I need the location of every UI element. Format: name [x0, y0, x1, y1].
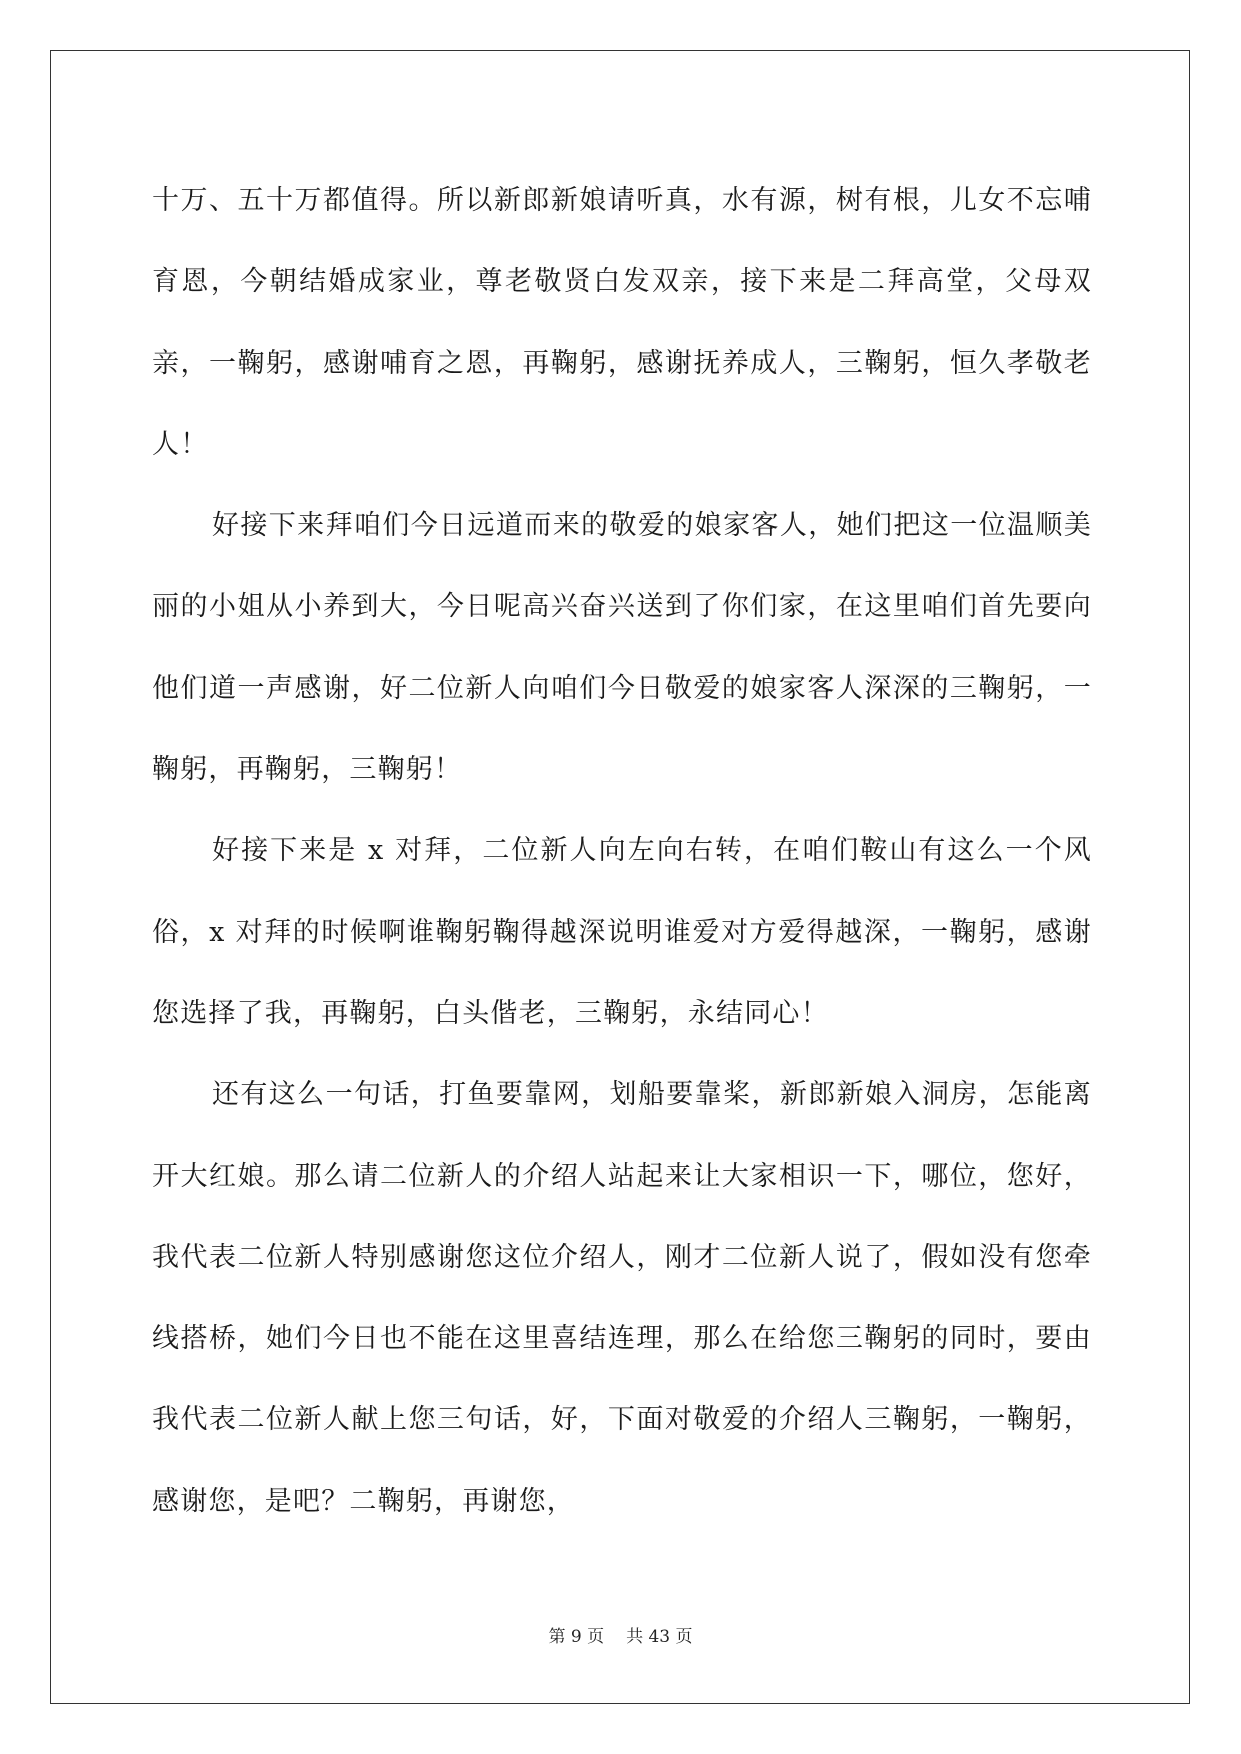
- page-footer: [0, 1622, 1241, 1647]
- paragraph-2: 好接下来拜咱们今日远道而来的敬爱的娘家客人，她们把这一位温顺美丽的小姐从小养到大，今日呢高兴奋兴送到了你们家，在这里咱们首先要向他们道一声感谢，好二位新人向咱们今日敬爱的娘家客人深深的三鞠躬，一鞠躬，再鞠躬，三鞠躬！: [152, 510, 1092, 786]
- page-total: 共 43 页: [626, 1627, 693, 1647]
- page-number: 第 9 页: [548, 1627, 605, 1647]
- document-body: [152, 160, 1092, 1542]
- paragraph-4: 还有这么一句话，打鱼要靠网，划船要靠桨，新郎新娘入洞房，怎能离开大红娘。那么请二位新人的介绍人站起来让大家相识一下，哪位，您好，我代表二位新人特别感谢您这位介绍人，刚才二位新人说了，假如没有您牵线搭桥，她们今日也不能在这里喜结连理，那么在给您三鞠躬的同时，要由我代表二位新人献上您三句话，好，下面对敬爱的介绍人三鞠躬，一鞠躬，感谢您，是吧？二鞠躬，再谢您，: [152, 1079, 1092, 1517]
- paragraph-1: 十万、五十万都值得。所以新郎新娘请听真，水有源，树有根，儿女不忘哺育恩，今朝结婚成家业，尊老敬贤白发双亲，接下来是二拜高堂，父母双亲，一鞠躬，感谢哺育之恩，再鞠躬，感谢抚养成人，三鞠躬，恒久孝敬老人！: [152, 185, 1092, 460]
- paragraph-3: 好接下来是 x 对拜，二位新人向左向右转，在咱们鞍山有这么一个风俗，x 对拜的时候啊谁鞠躬鞠得越深说明谁爱对方爱得越深，一鞠躬，感谢您选择了我，再鞠躬，白头偕老，三鞠躬，永结同心！: [152, 835, 1092, 1029]
